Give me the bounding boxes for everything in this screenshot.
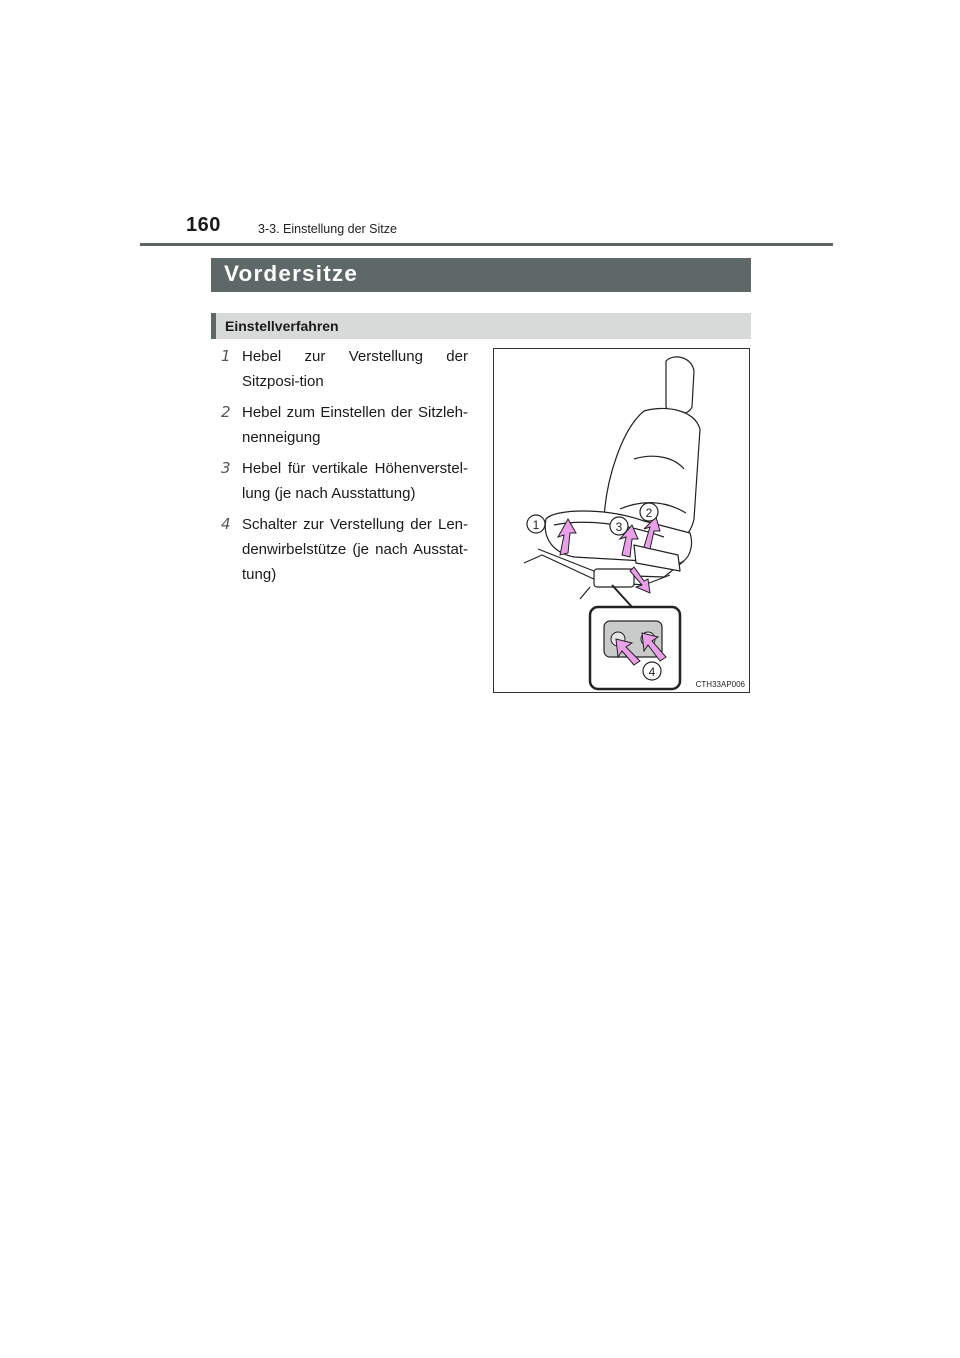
section-title-band: [211, 258, 751, 292]
item-number: 2: [221, 403, 231, 421]
item-text: Hebel zur Verstellung der Sitzposi-tion: [242, 348, 468, 390]
item-number: 4: [221, 515, 231, 533]
section-title: Vordersitze: [224, 261, 359, 286]
figure-code: CTH33AP006: [695, 680, 745, 689]
seat-drawing: [494, 349, 749, 692]
item-number: 3: [221, 459, 231, 477]
header-rule: [140, 243, 833, 246]
callout-2: 2: [645, 506, 653, 520]
list-item: [218, 456, 468, 506]
list-item: [218, 512, 468, 587]
section-path: 3-3. Einstellung der Sitze: [258, 222, 397, 236]
item-text: Hebel für vertikale Höhenverstel-lung (je nach Ausstattung): [242, 460, 468, 502]
item-text: Schalter zur Verstellung der Len-denwirbelstütze (je nach Ausstat-tung): [242, 516, 468, 583]
page-number: 160: [186, 214, 221, 236]
subhead-band: [211, 313, 751, 339]
callout-3: 3: [615, 520, 623, 534]
callout-4: 4: [648, 665, 656, 679]
item-text: Hebel zum Einstellen der Sitzleh-nenneigung: [242, 404, 468, 446]
callout-1: 1: [532, 518, 540, 532]
subhead-title: Einstellverfahren: [225, 318, 339, 334]
list-item: [218, 344, 468, 394]
item-list: [218, 344, 468, 593]
item-number: 1: [221, 347, 231, 365]
subhead-accent-bar: [211, 313, 216, 339]
seat-illustration: [493, 348, 750, 693]
list-item: [218, 400, 468, 450]
